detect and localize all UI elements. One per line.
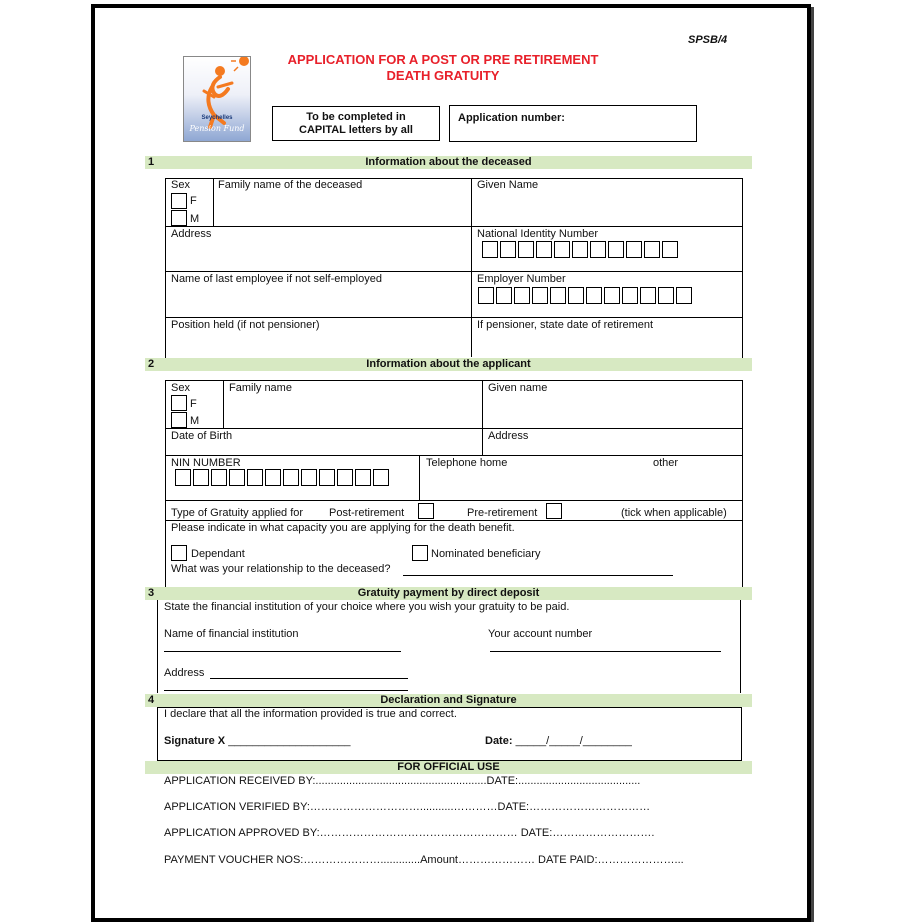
s2-relationship-input[interactable] [403, 575, 673, 576]
s2-sex-m-label: M [190, 415, 200, 427]
s1-employer-number-label: Employer Number [477, 273, 566, 285]
section3-header [145, 587, 752, 600]
s4-date-field[interactable] [485, 735, 632, 747]
s4-date-label: Date: [485, 735, 513, 747]
s1-sex-label: Sex [171, 179, 190, 191]
official-verified-line[interactable]: APPLICATION VERIFIED BY:…………………………...........…………DATE:…………………………… [164, 801, 651, 813]
s4-signature-field[interactable] [164, 735, 351, 747]
s2-family-name-label: Family name [229, 382, 292, 394]
s1-sex-f-checkbox[interactable] [171, 193, 187, 209]
section2-header [145, 358, 752, 371]
official-use-header [145, 761, 752, 774]
s1-sex-m-checkbox[interactable] [171, 210, 187, 226]
official-received-line[interactable]: APPLICATION RECEIVED BY:........................................................DATE:........................................ [164, 775, 641, 787]
s1-retirement-date-label: If pensioner, state date of retirement [477, 319, 654, 331]
divider [471, 178, 472, 357]
s3-account-input[interactable] [490, 651, 721, 652]
s2-post-retirement-label: Post-retirement [329, 507, 405, 519]
s1-sex-m-label: M [190, 213, 200, 225]
section4-title: Declaration and Signature [380, 694, 517, 706]
section1-header [145, 156, 752, 169]
capital-note-line1: To be completed in [306, 111, 406, 123]
s2-telephone-label: Telephone home [426, 457, 508, 469]
s4-signature-line: ____________________ [228, 735, 351, 747]
capital-note-line2: CAPITAL letters by all [299, 124, 413, 136]
s3-institution-input[interactable] [164, 651, 401, 652]
official-voucher-line[interactable]: PAYMENT VOUCHER NOS:………………….............Amount………………… DATE PAID:…………………... [164, 854, 684, 866]
s2-nominated-checkbox[interactable] [412, 545, 428, 561]
divider [165, 317, 742, 318]
s2-dependant-checkbox[interactable] [171, 545, 187, 561]
section1-number: 1 [148, 156, 155, 168]
s2-gratuity-type-label: Type of Gratuity applied for [171, 507, 304, 519]
s3-address-input[interactable] [210, 678, 408, 679]
s1-position-label: Position held (if not pensioner) [171, 319, 320, 331]
s3-institution-label: Name of financial institution [164, 628, 299, 640]
s4-declaration: I declare that all the information provided is true and correct. [164, 708, 457, 720]
s2-pre-retirement-checkbox[interactable] [546, 503, 562, 519]
s3-instruction: State the financial institution of your choice where you wish your gratuity to be paid. [164, 601, 570, 613]
section3-title: Gratuity payment by direct deposit [357, 587, 540, 599]
s2-relationship-label: What was your relationship to the deceased? [171, 563, 391, 575]
section4-number: 4 [148, 694, 155, 706]
application-number-field[interactable] [449, 105, 697, 142]
section1-title: Information about the deceased [365, 156, 532, 168]
s1-sex-f-label: F [190, 195, 197, 207]
official-use-title: FOR OFFICIAL USE [397, 761, 500, 773]
divider [165, 226, 742, 227]
title-line1: APPLICATION FOR A POST OR PRE RETIREMENT [287, 52, 599, 67]
s1-employer-number-input[interactable] [478, 287, 694, 304]
divider [165, 428, 742, 429]
s2-tick-note: (tick when applicable) [621, 507, 727, 519]
s2-nin-input[interactable] [175, 469, 391, 486]
section4-header [145, 694, 752, 707]
logo-text-line1: Seychelles [201, 115, 233, 121]
s2-nominated-label: Nominated beneficiary [431, 548, 541, 560]
divider [165, 271, 742, 272]
section2-title: Information about the applicant [366, 358, 531, 370]
section3-number: 3 [148, 587, 155, 599]
s4-signature-label: Signature X [164, 735, 226, 747]
s3-address-label: Address [164, 667, 205, 679]
divider [165, 455, 742, 456]
divider [223, 380, 224, 428]
s3-address-input-line2[interactable] [164, 690, 408, 691]
s1-family-name-label: Family name of the deceased [218, 179, 363, 191]
application-number-label: Application number: [458, 112, 565, 124]
s1-given-name-label: Given Name [477, 179, 539, 191]
s2-dob-label: Date of Birth [171, 430, 233, 442]
divider [165, 500, 742, 501]
divider [165, 520, 742, 521]
s1-last-employer-label: Name of last employee if not self-employed [171, 273, 382, 285]
logo [183, 56, 251, 142]
s2-capacity-label: Please indicate in what capacity you are applying for the death benefit. [171, 522, 515, 534]
s2-sex-label: Sex [171, 382, 190, 394]
divider [740, 600, 741, 693]
s2-address-label: Address [488, 430, 529, 442]
divider [213, 178, 214, 226]
s2-dependant-label: Dependant [191, 548, 245, 560]
official-approved-line[interactable]: APPLICATION APPROVED BY:……………………………………………… DATE:………………………. [164, 827, 655, 839]
s1-nin-input[interactable] [482, 241, 680, 258]
s2-post-retirement-checkbox[interactable] [418, 503, 434, 519]
s3-account-label: Your account number [488, 628, 593, 640]
s2-given-name-label: Given name [488, 382, 548, 394]
s2-other-phone-label: other [653, 457, 679, 469]
divider [482, 380, 483, 455]
section2-number: 2 [148, 358, 155, 370]
s2-sex-f-checkbox[interactable] [171, 395, 187, 411]
s2-nin-label: NIN NUMBER [171, 457, 241, 469]
form-code: SPSB/4 [688, 34, 728, 46]
s2-sex-f-label: F [190, 398, 197, 410]
s2-sex-m-checkbox[interactable] [171, 412, 187, 428]
s1-nin-label: National Identity Number [477, 228, 599, 240]
s2-pre-retirement-label: Pre-retirement [467, 507, 538, 519]
divider [157, 600, 158, 693]
capital-letters-note [272, 106, 440, 141]
section1-table [165, 178, 743, 359]
s1-address-label: Address [171, 228, 212, 240]
title-line2: DEATH GRATUITY [386, 68, 500, 83]
s4-date-line: _____/_____/________ [515, 735, 632, 747]
divider [419, 455, 420, 500]
page-title [262, 52, 624, 84]
logo-text-line2: Pension Fund [189, 124, 245, 133]
